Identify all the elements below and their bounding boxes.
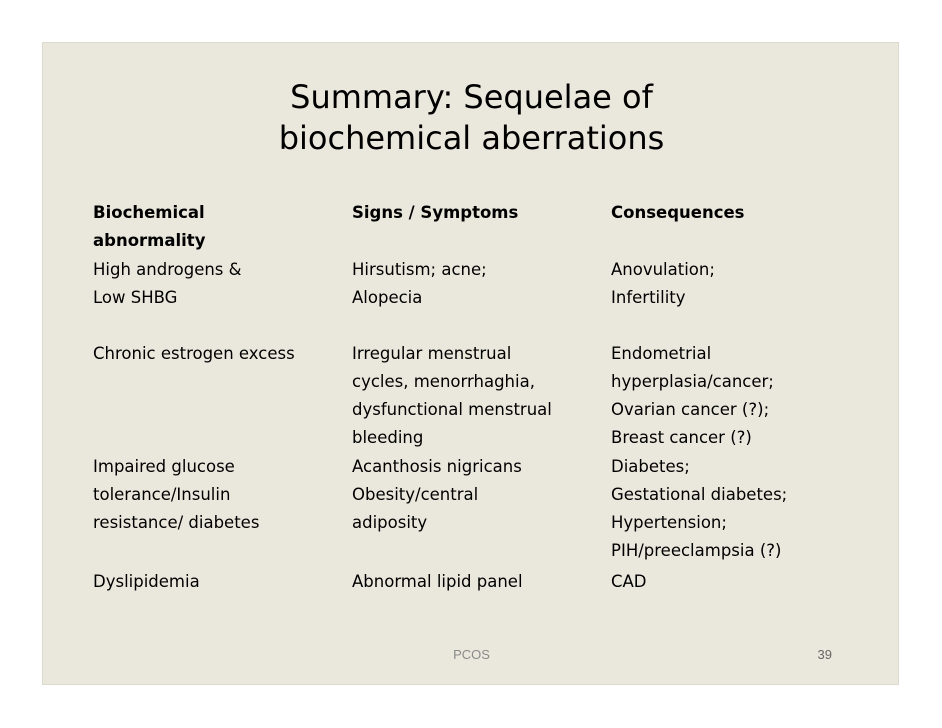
table-row [93,453,851,568]
consequences-cell: Anovulation; Infertility [611,260,715,307]
abnormality-cell: High androgens & Low SHBG [93,260,242,307]
consequences-cell: CAD [611,572,647,591]
table-row [93,568,851,598]
consequences-cell: Endometrial hyperplasia/cancer; Ovarian cancer (?); Breast cancer (?) [611,344,774,447]
slide-title [43,77,900,159]
title-line-2: biochemical aberrations [278,119,665,157]
symptoms-cell: Acanthosis nigricans Obesity/central adiposity [352,457,522,532]
slide [42,42,899,685]
abnormality-cell: Chronic estrogen excess [93,344,295,363]
abnormality-cell: Dyslipidemia [93,572,200,591]
table-row [93,256,851,340]
header-biochemical-abnormality: Biochemical abnormality [93,203,206,250]
header-signs-symptoms: Signs / Symptoms [352,203,519,222]
slide-footer: PCOS [453,647,490,662]
symptoms-cell: Hirsutism; acne; Alopecia [352,260,487,307]
title-line-1: Summary: Sequelae of [290,78,653,116]
table-header-row [93,199,851,256]
abnormality-cell: Impaired glucose tolerance/Insulin resistance/ diabetes [93,457,260,532]
symptoms-cell: Irregular menstrual cycles, menorrhaghia, dysfunctional menstrual bleeding [352,344,552,447]
sequelae-table [93,199,851,598]
header-consequences: Consequences [611,203,745,222]
page-number: 39 [817,647,832,662]
symptoms-cell: Abnormal lipid panel [352,572,523,591]
table-row [93,340,851,453]
consequences-cell: Diabetes; Gestational diabetes; Hypertension; PIH/preeclampsia (?) [611,457,788,560]
